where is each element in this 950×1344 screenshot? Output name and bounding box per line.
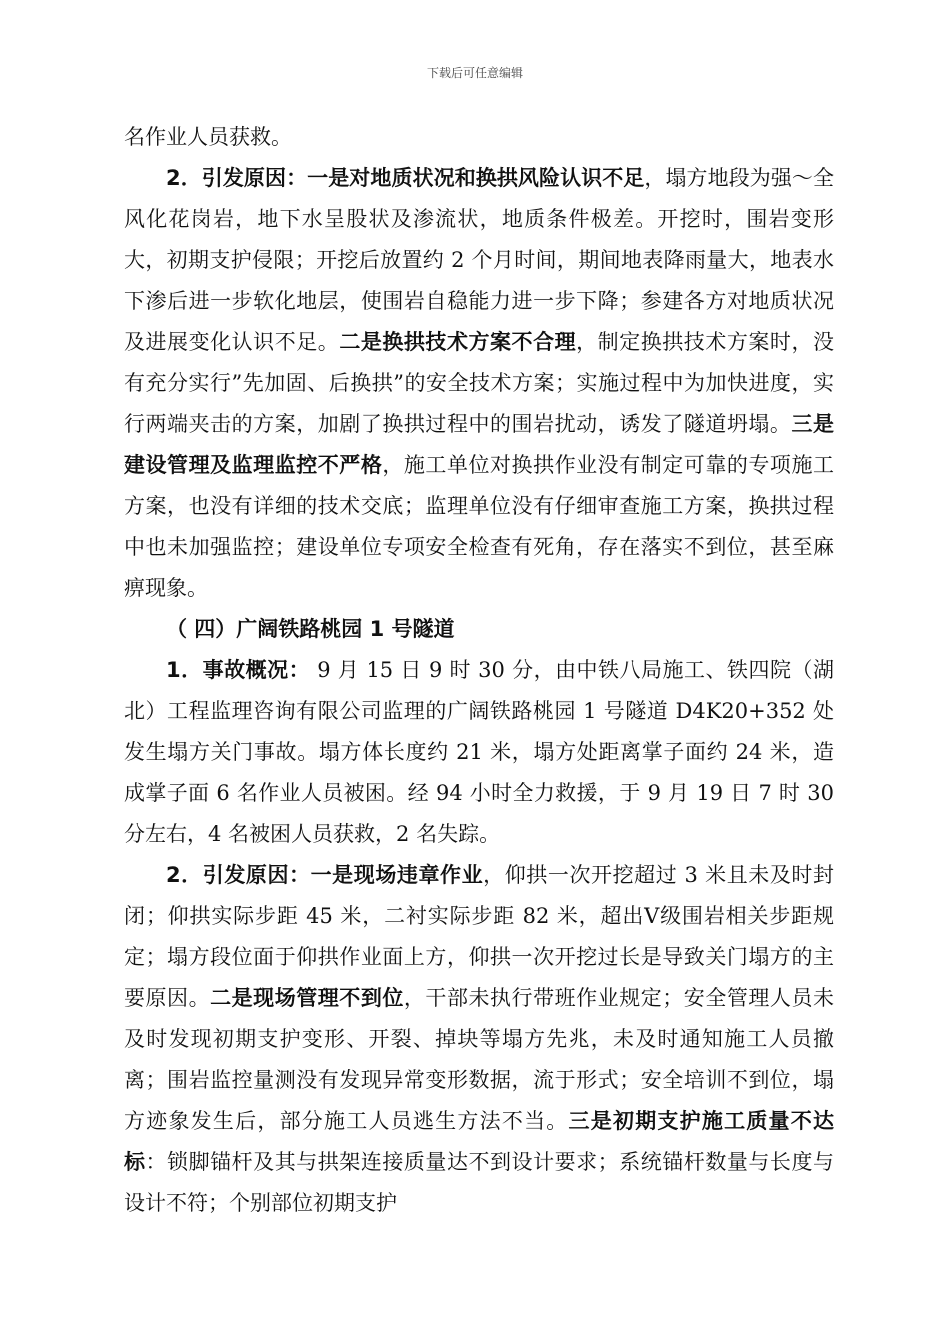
paragraph-causes-3 bbox=[124, 158, 834, 609]
paragraph-accident-overview bbox=[124, 650, 834, 855]
section-heading: （ 四）广阔铁路桃园 1 号隧道 bbox=[166, 617, 455, 641]
cause-one-title: 一是现场违章作业 bbox=[310, 863, 484, 887]
document-body bbox=[124, 117, 834, 1224]
cause-two-text: ，干部未执行带班作业规定；安全管理人员未及时发现初期支护变形、开裂、掉块等塌方先兆，未及时通知施工人员撤离；围岩监控量测没有发现异常变形数据，流于形式；安全培训不到位，塌方迹象发生后，部分施工人员逃生方法不当。 bbox=[124, 986, 834, 1133]
cause-two-title: 二是换拱技术方案不合理 bbox=[339, 330, 577, 354]
cause-one-title: 一是对地质状况和换拱风险认识不足 bbox=[307, 166, 645, 190]
cause-three-text: ，施工单位对换拱作业没有制定可靠的专项施工方案，也没有详细的技术交底；监理单位没有仔细审查施工方案，换拱过程中也未加强监控；建设单位专项安全检查有死角，存在落实不到位，甚至麻痹现象。 bbox=[124, 453, 834, 600]
cause-one-text: ，塌方地段为强～全风化花岗岩，地下水呈股状及渗流状，地质条件极差。开挖时，围岩变形大，初期支护侵限；开挖后放置约 2 个月时间，期间地表降雨量大，地表水下渗后进一步软化地层，使围岩自稳能力进一步下降；参建各方对地质状况及进展变化认识不足。 bbox=[124, 166, 835, 354]
cause-three-title: 三是初期支护施工质量不达标 bbox=[124, 1109, 834, 1174]
cause-one-text: ，仰拱一次开挖超过 3 米且未及时封闭；仰拱实际步距 45 米，二衬实际步距 82 米，超出Ⅴ级围岩相关步距规定；塌方段位面于仰拱作业面上方，仰拱一次开挖过长是导致关门塌方的主要原因。 bbox=[124, 863, 834, 1010]
cause-two-title: 二是现场管理不到位 bbox=[210, 986, 404, 1010]
paragraph-continuation: 名作业人员获救。 bbox=[124, 125, 292, 149]
cause-three-title: 三是建设管理及监理监控不严格 bbox=[124, 412, 834, 477]
paragraph-lead: 2．引发原因： bbox=[166, 863, 311, 887]
cause-three-text: ：锁脚锚杆及其与拱架连接质量达不到设计要求；系统锚杆数量与长度与设计不符；个别部位初期支护 bbox=[124, 1150, 834, 1215]
cause-two-text: ，制定换拱技术方案时，没有充分实行”先加固、后换拱”的安全技术方案；实施过程中为加快进度，实行两端夹击的方案，加剧了换拱过程中的围岩扰动，诱发了隧道坍塌。 bbox=[124, 330, 834, 436]
paragraph-causes-4 bbox=[124, 855, 834, 1224]
overview-text: 9 月 15 日 9 时 30 分，由中铁八局施工、铁四院（湖北）工程监理咨询有限公司监理的广阔铁路桃园 1 号隧道 D4K20+352 处发生塌方关门事故。塌方体长度约 21 米，塌方处距离掌子面约 24 米，造成掌子面 6 名作业人员被困。经 94 小时全力救援，于 9 月 19 日 7 时 30 分左右，4 名被困人员获救，2 名失踪。 bbox=[124, 658, 834, 846]
page-header: 下载后可任意编辑 bbox=[426, 66, 523, 80]
paragraph-lead: 1．事故概况： bbox=[166, 658, 311, 682]
paragraph-lead: 2．引发原因： bbox=[166, 166, 308, 190]
